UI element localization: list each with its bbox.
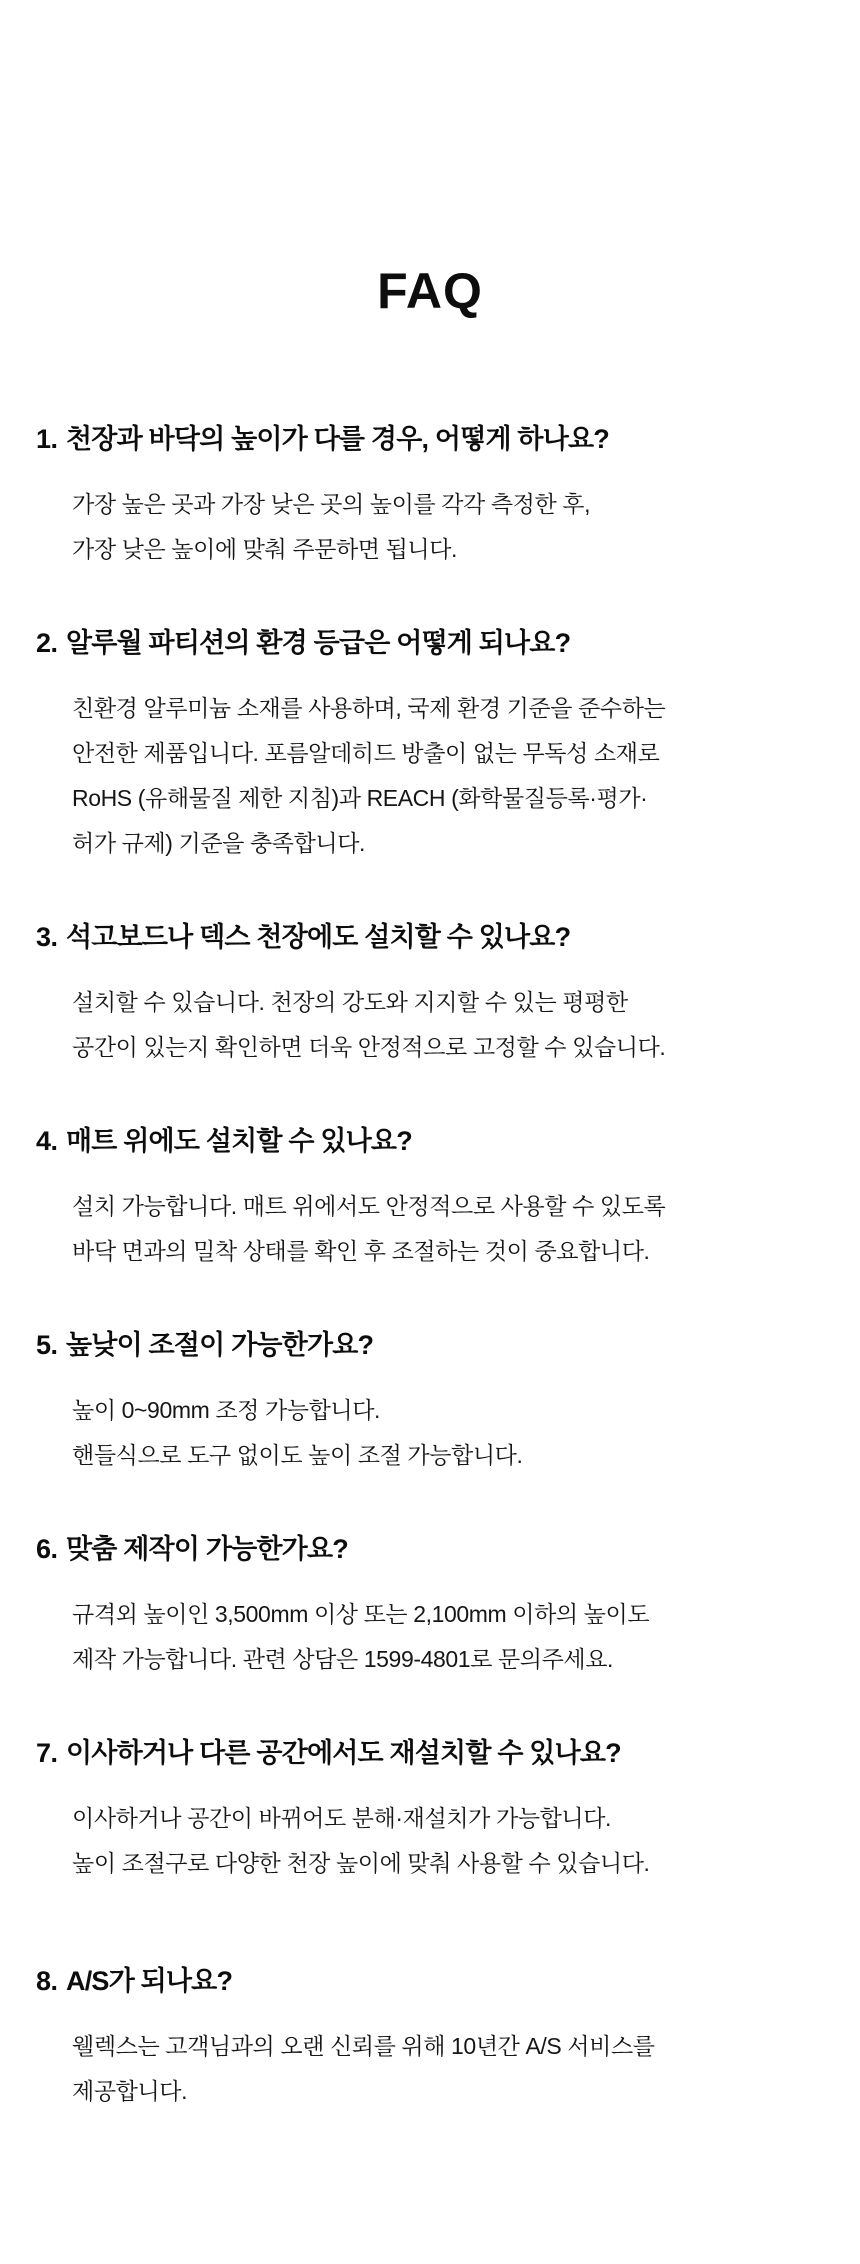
question-row — [36, 1962, 824, 2000]
question-text: 이사하거나 다른 공간에서도 재설치할 수 있나요? — [66, 1738, 621, 1768]
question-number: 5. — [36, 1330, 58, 1360]
answer-line: 이사하거나 공간이 바뀌어도 분해·재설치가 가능합니다. — [72, 1805, 612, 1831]
faq-item — [36, 1326, 824, 1478]
question-text: 맞춤 제작이 가능한가요? — [66, 1534, 348, 1564]
faq-list — [36, 420, 824, 2114]
question-number: 7. — [36, 1738, 58, 1768]
question-number: 3. — [36, 922, 58, 952]
faq-item — [36, 918, 824, 1070]
question-text: 석고보드나 덱스 천장에도 설치할 수 있나요? — [66, 922, 571, 952]
question-row — [36, 420, 824, 458]
answer-line: 안전한 제품입니다. 포름알데히드 방출이 없는 무독성 소재로 — [72, 740, 660, 766]
answer-line: 친환경 알루미늄 소재를 사용하며, 국제 환경 기준을 준수하는 — [72, 695, 666, 721]
question-number: 2. — [36, 628, 58, 658]
question-row — [36, 1734, 824, 1772]
question-text: 천장과 바닥의 높이가 다를 경우, 어떻게 하나요? — [66, 424, 609, 454]
answer — [72, 1796, 824, 1886]
answer-line: 높이 0~90mm 조정 가능합니다. — [72, 1397, 381, 1423]
question-text: 높낮이 조절이 가능한가요? — [66, 1330, 374, 1360]
answer-line: 설치할 수 있습니다. 천장의 강도와 지지할 수 있는 평평한 — [72, 989, 628, 1015]
answer-line: 웰렉스는 고객님과의 오랜 신뢰를 위해 10년간 A/S 서비스를 — [72, 2033, 655, 2059]
faq-item — [36, 1122, 824, 1274]
faq-item — [36, 1734, 824, 1886]
answer-line: 높이 조절구로 다양한 천장 높이에 맞춰 사용할 수 있습니다. — [72, 1850, 650, 1876]
faq-item — [36, 624, 824, 866]
answer — [72, 980, 824, 1070]
question-number: 8. — [36, 1966, 58, 1996]
answer — [72, 1388, 824, 1478]
question-number: 4. — [36, 1126, 58, 1156]
faq-item — [36, 420, 824, 572]
answer — [72, 1184, 824, 1274]
question-row — [36, 918, 824, 956]
answer-line: 제공합니다. — [72, 2078, 188, 2104]
faq-item — [36, 1530, 824, 1682]
faq-item — [36, 1962, 824, 2114]
question-row — [36, 1326, 824, 1364]
answer — [72, 482, 824, 572]
answer — [72, 1592, 824, 1682]
page-title: FAQ — [377, 263, 483, 319]
question-row — [36, 624, 824, 662]
question-number: 1. — [36, 424, 58, 454]
answer-line: 규격외 높이인 3,500mm 이상 또는 2,100mm 이하의 높이도 — [72, 1601, 650, 1627]
question-text: A/S가 되나요? — [66, 1966, 233, 1996]
answer-line: 공간이 있는지 확인하면 더욱 안정적으로 고정할 수 있습니다. — [72, 1034, 666, 1060]
answer-line: 가장 높은 곳과 가장 낮은 곳의 높이를 각각 측정한 후, — [72, 491, 591, 517]
answer-line: 가장 낮은 높이에 맞춰 주문하면 됩니다. — [72, 536, 458, 562]
answer-line: 제작 가능합니다. 관련 상담은 1599-4801로 문의주세요. — [72, 1646, 614, 1672]
question-text: 알루월 파티션의 환경 등급은 어떻게 되나요? — [66, 628, 571, 658]
question-row — [36, 1530, 824, 1568]
answer-line: RoHS (유해물질 제한 지침)과 REACH (화학물질등록·평가· — [72, 785, 648, 811]
question-row — [36, 1122, 824, 1160]
question-number: 6. — [36, 1534, 58, 1564]
answer-line: 핸들식으로 도구 없이도 높이 조절 가능합니다. — [72, 1442, 523, 1468]
answer — [72, 2024, 824, 2114]
answer — [72, 686, 824, 866]
answer-line: 설치 가능합니다. 매트 위에서도 안정적으로 사용할 수 있도록 — [72, 1193, 666, 1219]
answer-line: 바닥 면과의 밀착 상태를 확인 후 조절하는 것이 중요합니다. — [72, 1238, 650, 1264]
question-text: 매트 위에도 설치할 수 있나요? — [66, 1126, 412, 1156]
answer-line: 허가 규제) 기준을 충족합니다. — [72, 830, 366, 856]
